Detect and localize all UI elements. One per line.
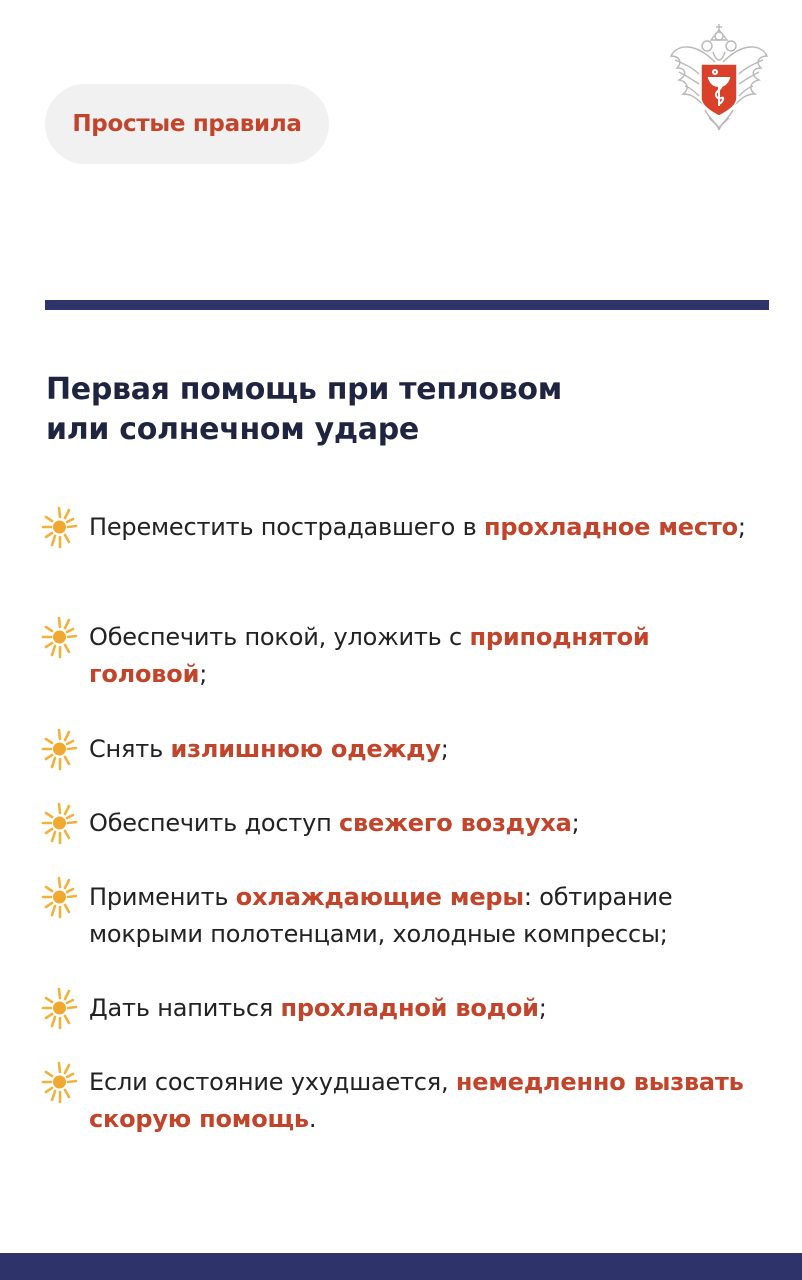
sun-icon bbox=[40, 801, 80, 845]
list-item-text: Обеспечить доступ свежего воздуха; bbox=[89, 809, 580, 837]
highlight: немедленно вызвать скорую помощь bbox=[89, 1068, 744, 1133]
page-title bbox=[46, 370, 666, 450]
topic-badge-label: Простые правила bbox=[72, 111, 302, 137]
list-item-text: Дать напиться прохладной водой; bbox=[89, 994, 547, 1022]
highlight: прохладной водой bbox=[280, 994, 539, 1022]
list-item-text: Если состояние ухудшается, немедленно вызвать скорую помощь. bbox=[89, 1068, 744, 1133]
list-item-text: Переместить пострадавшего в прохладное место; bbox=[89, 513, 746, 541]
list-item-text: Снять излишнюю одежду; bbox=[89, 735, 449, 763]
sun-icon bbox=[40, 727, 80, 771]
sun-icon bbox=[40, 505, 80, 549]
topic-badge bbox=[45, 84, 329, 164]
page-title-line1: Первая помощь при тепловом bbox=[46, 372, 562, 407]
highlight: приподнятой головой bbox=[89, 623, 650, 688]
list-item-text: Применить охлаждающие меры: обтирание мокрыми полотенцами, холодные компрессы; bbox=[89, 883, 673, 948]
sun-icon bbox=[40, 615, 80, 659]
ministry-emblem-icon bbox=[665, 22, 773, 134]
highlight: охлаждающие меры bbox=[235, 883, 524, 911]
highlight: излишнюю одежду bbox=[170, 735, 441, 763]
divider-rule bbox=[45, 300, 769, 310]
sun-icon bbox=[40, 875, 80, 919]
sun-icon bbox=[40, 986, 80, 1030]
footer-bar bbox=[0, 1253, 802, 1280]
sun-icon bbox=[40, 1060, 80, 1104]
list-item-text: Обеспечить покой, уложить с приподнятой головой; bbox=[89, 623, 650, 688]
highlight: прохладное место bbox=[483, 513, 738, 541]
highlight: свежего воздуха bbox=[339, 809, 572, 837]
page-title-line2: или солнечном ударе bbox=[46, 412, 419, 447]
